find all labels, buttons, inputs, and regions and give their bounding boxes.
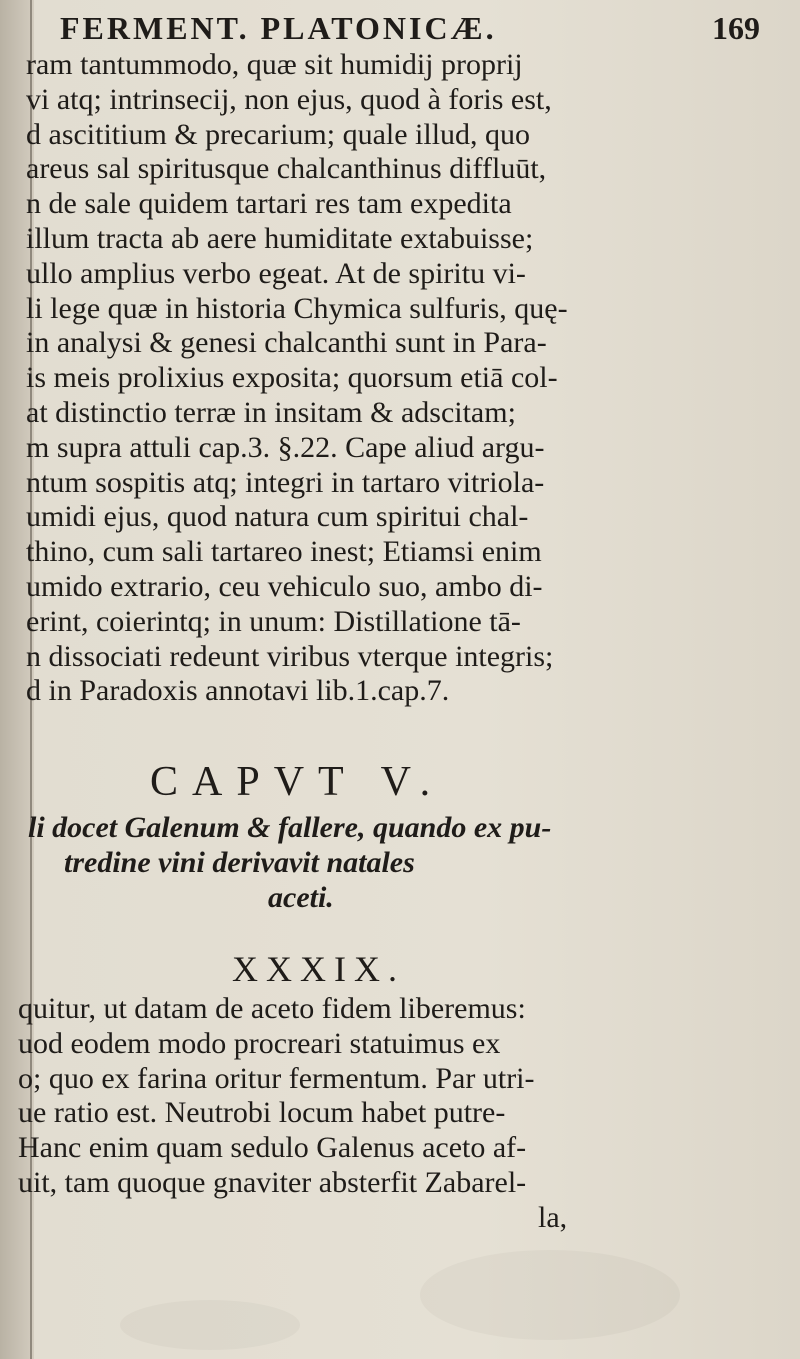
text-line: n de sale quidem tartari res tam expedita [26,187,512,221]
text-line: d in Paradoxis annotavi lib.1.cap.7. [26,674,450,708]
text-line: is meis prolixius exposita; quorsum etiā col- [26,361,558,395]
text-line: n dissociati redeunt viribus vterque integris; [26,639,554,673]
text-line: ue ratio est. Neutrobi locum habet putre- [18,1096,506,1130]
text-line: li lege quæ in historia Chymica sulfuris, quę- [26,291,568,325]
text-line: illum tracta ab aere humiditate extabuisse; [26,221,534,255]
text-line: vi atq; intrinsecij, non ejus, quod à foris est, [26,82,552,116]
ink-bleed-stain [420,1250,680,1340]
text-line: la, [538,1200,568,1234]
text-line: uod eodem modo procreari statuimus ex [18,1026,501,1060]
text-line: uit, tam quoque gnaviter absterfit Zabarel- [18,1165,527,1199]
text-line: o; quo ex farina oritur fermentum. Par utri- [18,1061,535,1095]
ink-bleed-stain [120,1300,300,1350]
text-line: ntum sospitis atq; integri in tartaro vitriola- [26,465,545,499]
text-line: erint, coierintq; in unum: Distillatione tā- [26,604,521,638]
main-text-block [26,48,776,709]
text-line: in analysi & genesi chalcanthi sunt in Para- [26,326,547,360]
text-line: d ascititium & precarium; quale illud, quo [26,117,531,151]
text-line: quitur, ut datam de aceto fidem liberemus: [18,992,526,1025]
summary-line: aceti. [268,881,334,914]
section-number: XXXIX. [232,949,405,989]
text-line: m supra attuli cap.3. §.22. Cape aliud argu- [26,430,545,464]
running-head [60,10,760,50]
text-line: ram tantummodo, quæ sit humidij proprij [26,48,523,81]
page-number: 169 [712,10,760,46]
text-line: areus sal spiritusque chalcanthinus diffluūt, [26,152,547,186]
text-line: at distinctio terræ in insitam & adscitam; [26,395,516,429]
text-line: umidi ejus, quod natura cum spiritui chal- [26,500,529,534]
section-text-block [18,992,778,1236]
chapter-summary [28,810,748,915]
text-line: umido extrario, ceu vehiculo suo, ambo di- [26,569,543,603]
running-title: FERMENT. PLATONICÆ. [60,10,497,46]
text-line: ullo amplius verbo egeat. At de spiritu vi- [26,256,526,290]
text-line: Hanc enim quam sedulo Galenus aceto af- [18,1131,527,1165]
summary-line: tredine vini derivavit natales [64,846,415,879]
text-line: thino, cum sali tartareo inest; Etiamsi enim [26,535,542,569]
chapter-heading: CAPVT V. [150,759,445,805]
summary-line: li docet Galenum & fallere, quando ex pu- [28,811,552,844]
